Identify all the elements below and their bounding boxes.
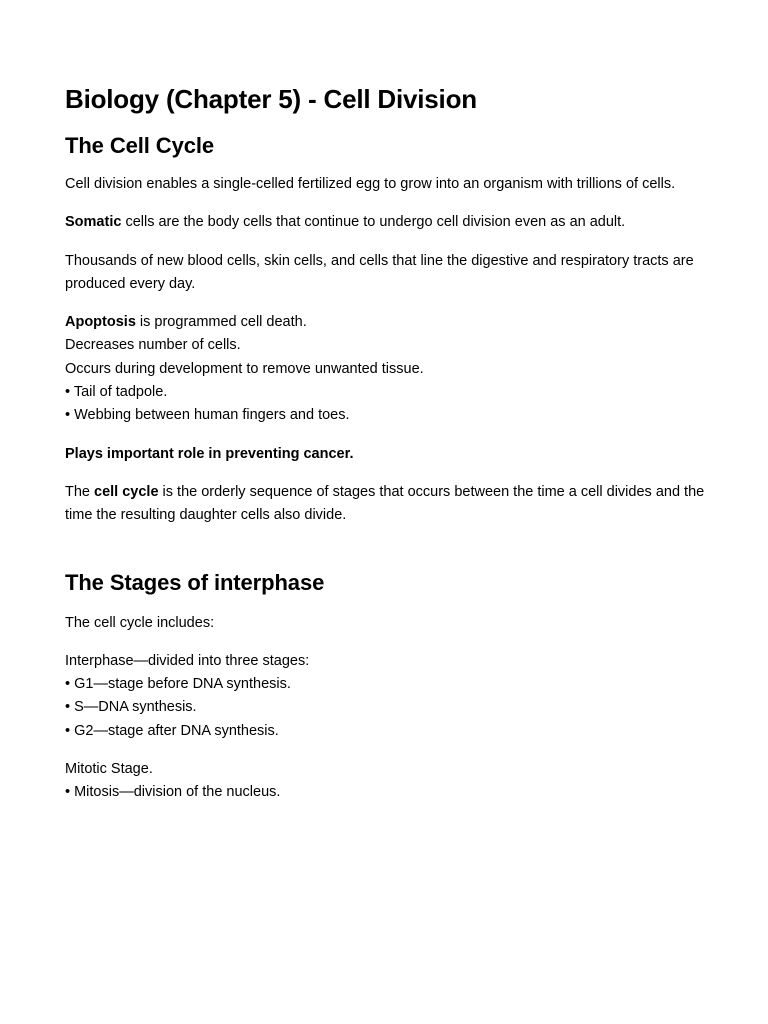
interphase-item: • G1—stage before DNA synthesis. [65, 676, 291, 693]
section-heading-stages: The Stages of interphase [65, 569, 325, 595]
paragraph-cell-division: Cell division enables a single-celled fertilized egg to grow into an organism with trillions of cells. [65, 176, 676, 192]
mitotic-block [65, 758, 705, 805]
paragraph-cell-cycle [65, 481, 705, 528]
apoptosis-line [65, 311, 705, 334]
cancer-statement: Plays important role in preventing cancer. [65, 445, 354, 462]
paragraph-somatic [65, 211, 705, 234]
somatic-definition: cells are the body cells that continue to undergo cell division even as an adult. [121, 214, 626, 231]
paragraph-cycle-includes: The cell cycle includes: [65, 614, 215, 631]
interphase-heading: Interphase—divided into three stages: [65, 652, 310, 669]
page-title: Biology (Chapter 5) - Cell Division [65, 84, 477, 114]
interphase-block [65, 650, 705, 743]
apoptosis-block [65, 311, 705, 427]
mitotic-item: • Mitosis—division of the nucleus. [65, 784, 281, 801]
term-somatic: Somatic [65, 214, 122, 231]
term-apoptosis: Apoptosis [65, 314, 136, 331]
apoptosis-definition: is programmed cell death. [135, 314, 307, 331]
document-page [65, 81, 705, 805]
apoptosis-detail-line: • Webbing between human fingers and toes. [65, 407, 350, 424]
paragraph-cancer [65, 443, 705, 466]
apoptosis-detail-line: Decreases number of cells. [65, 337, 241, 354]
cell-cycle-definition: is the orderly sequence of stages that occurs between the time a cell divides and the time the resulting daughter cells also divide. [65, 483, 705, 524]
apoptosis-detail-line: • Tail of tadpole. [65, 384, 168, 401]
cell-cycle-pre: The [65, 483, 95, 500]
interphase-item: • S—DNA synthesis. [65, 699, 197, 716]
apoptosis-detail-line: Occurs during development to remove unwanted tissue. [65, 360, 424, 377]
mitotic-heading: Mitotic Stage. [65, 761, 153, 778]
paragraph-new-cells: Thousands of new blood cells, skin cells, and cells that line the digestive and respiratory tracts are produced every day. [65, 252, 694, 292]
term-cell-cycle: cell cycle [94, 483, 159, 500]
interphase-item: • G2—stage after DNA synthesis. [65, 722, 279, 739]
section-heading-cell-cycle: The Cell Cycle [65, 133, 214, 158]
